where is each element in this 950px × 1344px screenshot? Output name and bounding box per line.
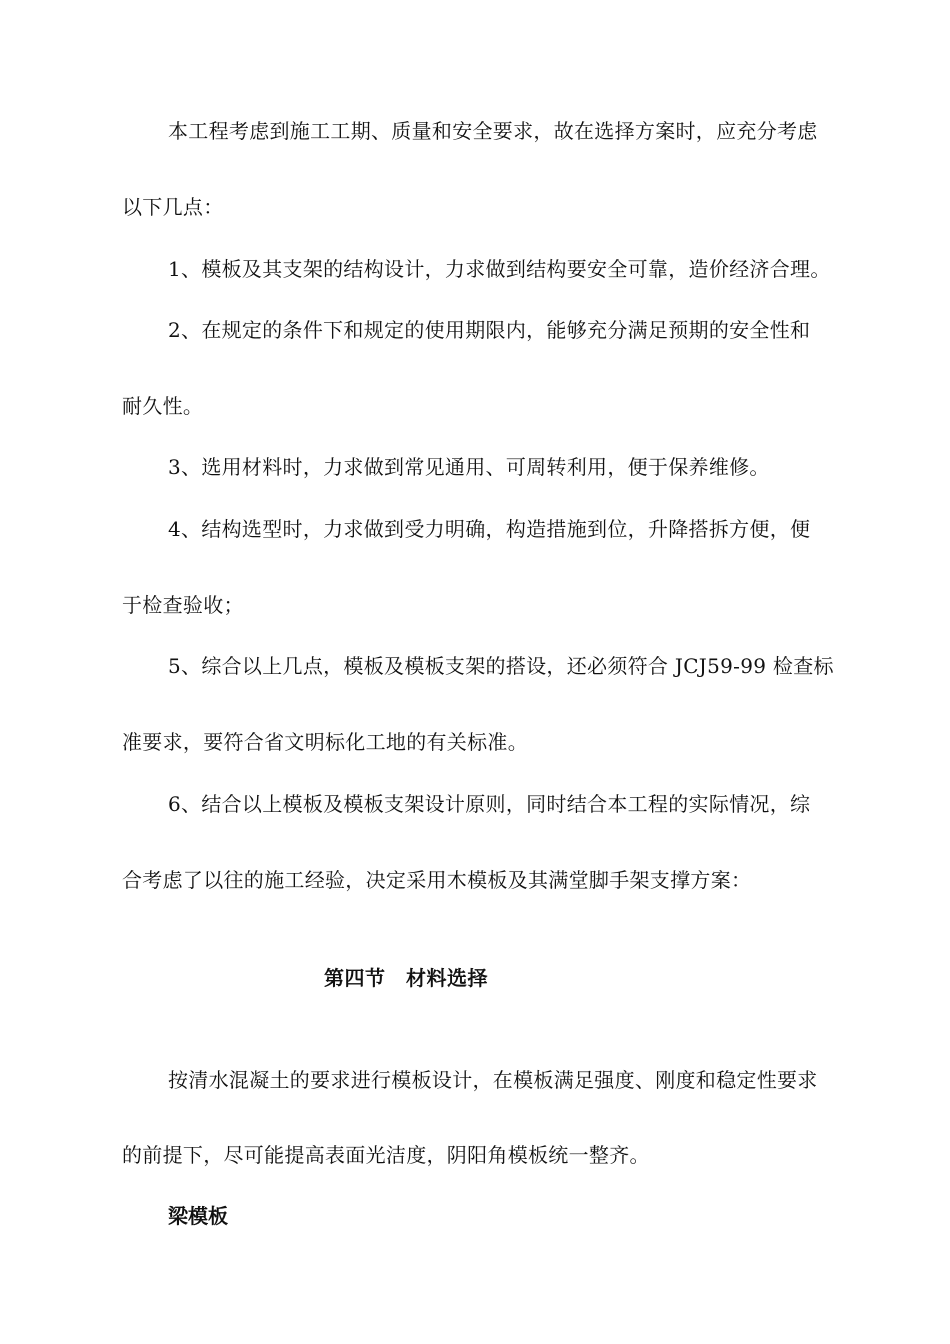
- paragraph-line: 本工程考虑到施工工期、质量和安全要求，故在选择方案时，应充分考虑: [168, 119, 818, 143]
- paragraph-line: 按清水混凝土的要求进行模板设计，在模板满足强度、刚度和稳定性要求: [168, 1068, 818, 1092]
- list-item-2: 2、在规定的条件下和规定的使用期限内，能够充分满足预期的安全性和: [168, 318, 811, 342]
- list-item-5-continued: 准要求，要符合省文明标化工地的有关标准。: [122, 730, 528, 754]
- list-item-1: 1、模板及其支架的结构设计，力求做到结构要安全可靠，造价经济合理。: [168, 257, 831, 281]
- list-item-4: 4、结构选型时，力求做到受力明确，构造措施到位，升降搭拆方便，便: [168, 517, 811, 541]
- list-item-3: 3、选用材料时，力求做到常见通用、可周转利用，便于保养维修。: [168, 455, 770, 479]
- list-item-5: 5、综合以上几点，模板及模板支架的搭设，还必须符合 JCJ59-99 检查标: [168, 654, 834, 678]
- list-item-6-continued: 合考虑了以往的施工经验，决定采用木模板及其满堂脚手架支撑方案：: [122, 868, 752, 892]
- subheading: 梁模板: [168, 1204, 228, 1228]
- list-item-6: 6、结合以上模板及模板支架设计原则，同时结合本工程的实际情况，综: [168, 792, 811, 816]
- list-item-2-continued: 耐久性。: [122, 394, 204, 418]
- paragraph-line: 以下几点：: [122, 195, 224, 219]
- list-item-4-continued: 于检查验收；: [122, 593, 244, 617]
- paragraph-line: 的前提下，尽可能提高表面光洁度，阴阳角模板统一整齐。: [122, 1143, 650, 1167]
- section-heading: 第四节 材料选择: [324, 966, 488, 990]
